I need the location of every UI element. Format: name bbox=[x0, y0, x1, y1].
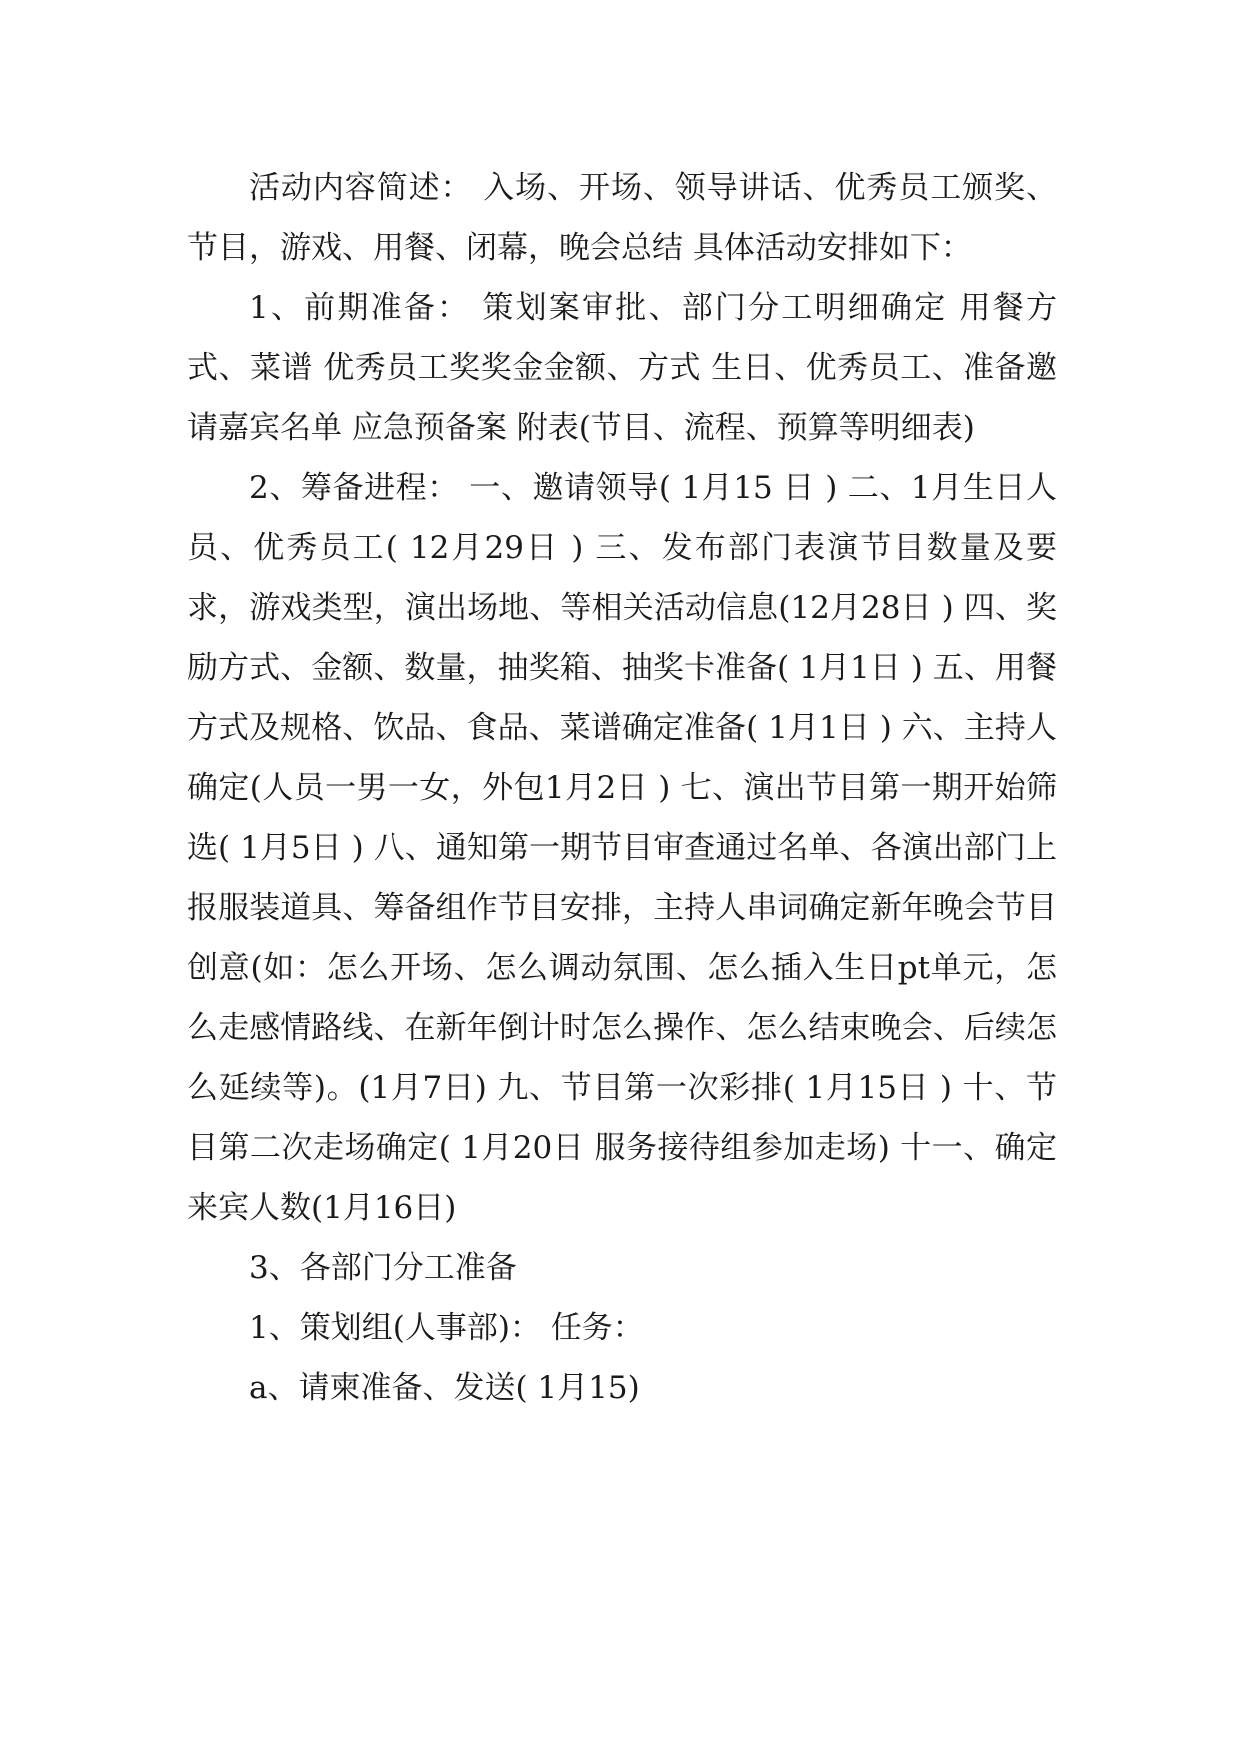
document-body bbox=[187, 158, 1057, 1418]
paragraph-preparation: 1、前期准备： 策划案审批、部门分工明细确定 用餐方式、菜谱 优秀员工奖奖金金额、方式 生日、优秀员工、准备邀请嘉宾名单 应急预备案 附表(节目、流程、预算等明细表) bbox=[187, 290, 1057, 446]
paragraph-schedule: 2、筹备进程： 一、邀请领导( 1月15 日 ) 二、1月生日人员、优秀员工( 12月29日 ) 三、发布部门表演节目数量及要求，游戏类型，演出场地、等相关活动信息(12月28日 ) 四、奖励方式、金额、数量，抽奖箱、抽奖卡准备( 1月1日 ) 五、用餐方式及规格、饮品、食品、菜谱确定准备( 1月1日 ) 六、主持人确定(人员一男一女，外包1月2日 ) 七、演出节目第一期开始筛选( 1月5日 ) 八、通知第一期节目审查通过名单、各演出部门上报服装道具、筹备组作节目安排，主持人串词确定新年晚会节目创意(如：怎么开场、怎么调动氛围、怎么插入生日pt单元，怎么走感情路线、在新年倒计时怎么操作、怎么结束晚会、后续怎么延续等)。(1月7日) 九、节目第一次彩排( 1月15日 ) 十、节目第二次走场确定( 1月20日 服务接待组参加走场) 十一、确定来宾人数(1月16日) bbox=[187, 470, 1057, 1226]
paragraph-department-division: 3、各部门分工准备 bbox=[249, 1250, 517, 1286]
paragraph-planning-group: 1、策划组(人事部)： 任务： bbox=[249, 1310, 644, 1346]
paragraph-invitation-task: a、请柬准备、发送( 1月15) bbox=[249, 1370, 640, 1406]
paragraph-activity-summary: 活动内容简述： 入场、开场、领导讲话、优秀员工颁奖、节目，游戏、用餐、闭幕，晚会总结 具体活动安排如下： bbox=[187, 170, 1057, 266]
